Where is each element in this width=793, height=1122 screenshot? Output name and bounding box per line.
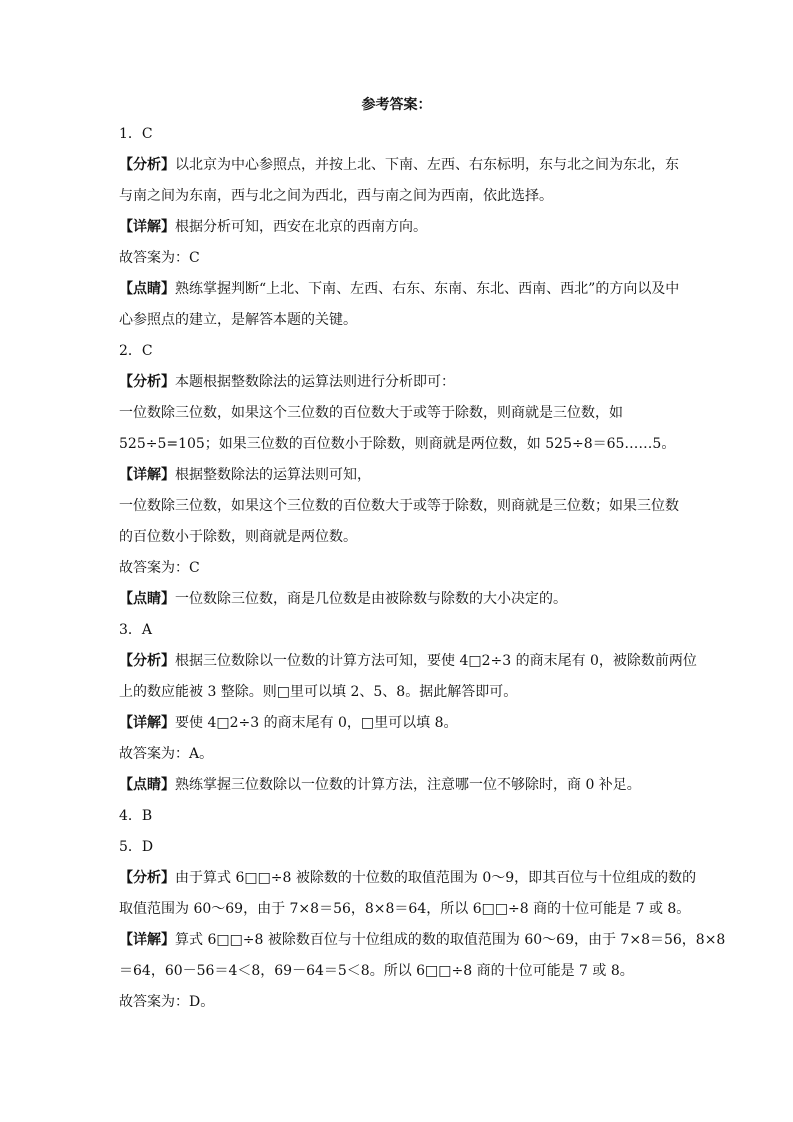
analysis-5 (119, 870, 697, 886)
line-text: 上的数应能被 3 整除。则□里可以填 2、5、8。据此解答即可。 (119, 684, 518, 700)
line-text: 故答案为：C (119, 250, 200, 266)
line-text: 的百位数小于除数，则商就是两位数。 (119, 529, 357, 545)
line-label: 【点睛】 (119, 777, 175, 793)
detail-2-cont (119, 529, 679, 545)
line-label: 【详解】 (119, 932, 175, 948)
line-text: 一位数除三位数，商是几位数是由被除数与除数的大小决定的。 (175, 591, 567, 607)
line-text: 根据整数除法的运算法则可知， (175, 467, 371, 483)
line-text: 一位数除三位数，如果这个三位数的百位数大于或等于除数，则商就是三位数；如果三位数 (119, 498, 679, 514)
line-text: 要使 4□2÷3 的商末尾有 0，□里可以填 8。 (175, 715, 458, 731)
comment-1-cont (119, 312, 679, 328)
answer-5 (119, 994, 679, 1010)
detail-5 (119, 932, 726, 948)
line-label: 【点睛】 (119, 591, 175, 607)
analysis-1 (119, 157, 679, 173)
detail-3 (119, 715, 679, 731)
answer-number-3 (119, 622, 679, 638)
line-text: 5．D (119, 839, 154, 855)
line-text: 故答案为：D。 (119, 994, 215, 1010)
answer-key-title: 参考答案： (361, 97, 432, 113)
line-text: 1．C (119, 126, 153, 142)
analysis-1-cont (119, 188, 679, 204)
analysis-3 (119, 653, 697, 669)
line-label: 【详解】 (119, 219, 175, 235)
line-label: 【详解】 (119, 467, 175, 483)
line-text: 根据三位数除以一位数的计算方法可知，要使 4□2÷3 的商末尾有 0，被除数前两位 (175, 653, 697, 669)
line-text: 本题根据整数除法的运算法则进行分析即可： (175, 374, 455, 390)
answer-2 (119, 560, 679, 576)
answer-number-5 (119, 839, 679, 855)
answer-1 (119, 250, 679, 266)
analysis-2-cont (119, 405, 679, 421)
line-text: 熟练掌握三位数除以一位数的计算方法，注意哪一位不够除时，商 0 补足。 (175, 777, 641, 793)
line-text: 与南之间为东南，西与北之间为西北，西与南之间为西南，依此选择。 (119, 188, 553, 204)
line-text: 4．B (119, 808, 153, 824)
comment-3 (119, 777, 679, 793)
answer-number-4 (119, 808, 679, 824)
line-text: 熟练掌握判断“上北、下南、左西、右东、东南、东北、西南、西北”的方向以及中 (175, 281, 680, 297)
line-text: 一位数除三位数，如果这个三位数的百位数大于或等于除数，则商就是三位数，如 (119, 405, 623, 421)
line-text: 故答案为：C (119, 560, 200, 576)
line-text: 根据分析可知，西安在北京的西南方向。 (175, 219, 427, 235)
line-text: 故答案为：A。 (119, 746, 214, 762)
detail-1 (119, 219, 679, 235)
line-text: 算式 6□□÷8 被除数百位与十位组成的数的取值范围为 60～69，由于 7×8＝56，8×8 (175, 932, 726, 948)
analysis-3-cont (119, 684, 679, 700)
line-text: ＝64，60－56＝4＜8，69－64＝5＜8。所以 6□□÷8 商的十位可能是 7 或 8。 (119, 963, 634, 979)
line-label: 【分析】 (119, 374, 175, 390)
answer-number-2 (119, 343, 679, 359)
line-label: 【分析】 (119, 870, 175, 886)
line-label: 【点睛】 (119, 281, 175, 297)
line-text: 心参照点的建立，是解答本题的关键。 (119, 312, 357, 328)
answer-number-1 (119, 126, 679, 142)
detail-2-cont (119, 498, 679, 514)
line-label: 【分析】 (119, 157, 175, 173)
answer-3 (119, 746, 679, 762)
detail-5-cont (119, 963, 679, 979)
detail-2 (119, 467, 679, 483)
line-text: 3．A (119, 622, 153, 638)
line-text: 由于算式 6□□÷8 被除数的十位数的取值范围为 0～9，即其百位与十位组成的数的 (175, 870, 697, 886)
line-text: 取值范围为 60～69，由于 7×8＝56，8×8＝64，所以 6□□÷8 商的十位可能是 7 或 8。 (119, 901, 691, 917)
line-label: 【分析】 (119, 653, 175, 669)
line-text: 以北京为中心参照点，并按上北、下南、左西、右东标明，东与北之间为东北，东 (175, 157, 679, 173)
line-text: 525÷5=105；如果三位数的百位数小于除数，则商就是两位数，如 525÷8＝65……5。 (119, 436, 676, 452)
line-label: 【详解】 (119, 715, 175, 731)
comment-1 (119, 281, 679, 297)
analysis-2-cont (119, 436, 679, 452)
line-text: 2．C (119, 343, 153, 359)
analysis-2 (119, 374, 679, 390)
comment-2 (119, 591, 679, 607)
analysis-5-cont (119, 901, 691, 917)
